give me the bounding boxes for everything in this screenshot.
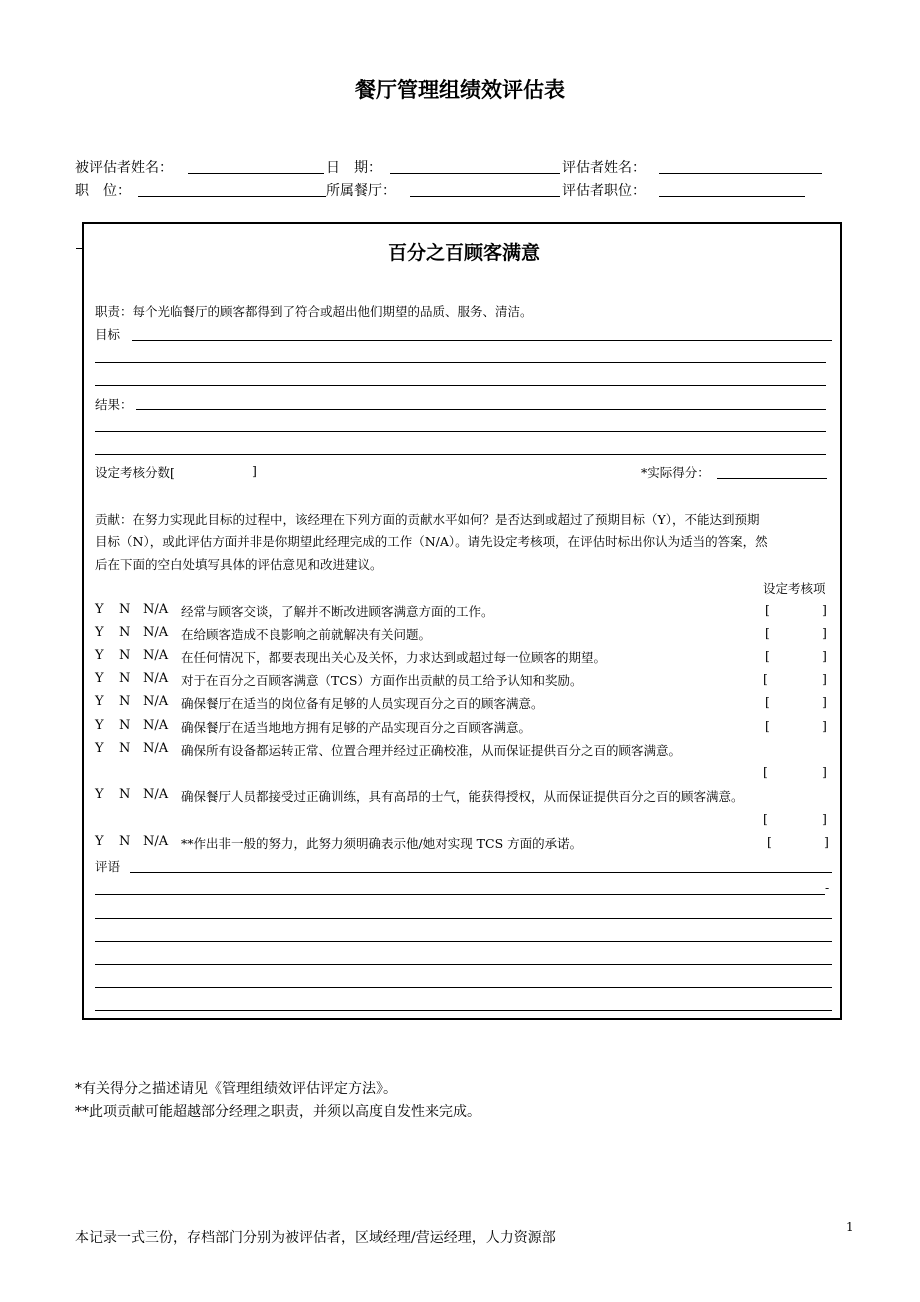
comment-line[interactable] bbox=[95, 918, 832, 919]
contribution-line-2: 目标（N），或此评估方面并非是你期望此经理完成的工作（N/A）。请先设定考核项，在评估时标出你认为适当的答案，然 bbox=[95, 534, 768, 549]
goal-line[interactable] bbox=[132, 340, 832, 341]
comment-line[interactable] bbox=[95, 1010, 832, 1011]
restaurant-field[interactable] bbox=[410, 183, 560, 197]
evaluator-name-label: 评估者姓名： bbox=[562, 160, 646, 176]
bracket-close: ] bbox=[822, 671, 827, 686]
option-n[interactable]: N bbox=[119, 718, 131, 733]
option-na[interactable]: N/A bbox=[143, 648, 169, 663]
bracket-open: [ bbox=[763, 811, 768, 826]
item-text: 确保餐厅人员都接受过正确训练，具有高昂的士气，能获得授权，从而保证提供百分之百的顾客满意。 bbox=[181, 789, 744, 804]
option-na[interactable]: N/A bbox=[143, 625, 169, 640]
comment-line[interactable] bbox=[130, 872, 832, 873]
contribution-line-1: 贡献：在努力实现此目标的过程中，该经理在下列方面的贡献水平如何？是否达到或超过了预期目标（Y），不能达到预期 bbox=[95, 512, 760, 527]
item-text: 在任何情况下，都要表现出关心及关怀，力求达到或超过每一位顾客的期望。 bbox=[181, 650, 607, 665]
option-y[interactable]: Y bbox=[95, 718, 104, 733]
footnote-1: *有关得分之描述请见《管理组绩效评估评定方法》。 bbox=[75, 1081, 397, 1097]
option-y[interactable]: Y bbox=[95, 671, 104, 686]
item-text: 对于在百分之百顾客满意（TCS）方面作出贡献的员工给予认知和奖励。 bbox=[181, 673, 583, 688]
option-y[interactable]: Y bbox=[95, 694, 104, 709]
item-text: 经常与顾客交谈，了解并不断改进顾客满意方面的工作。 bbox=[181, 604, 494, 619]
option-n[interactable]: N bbox=[119, 787, 131, 802]
bracket-open: [ bbox=[763, 671, 768, 686]
evaluatee-name-field[interactable] bbox=[188, 160, 324, 174]
bracket-open: [ bbox=[765, 718, 770, 733]
comment-label: 评语 bbox=[95, 859, 121, 874]
bracket-open: [ bbox=[763, 764, 768, 779]
bracket-close: ] bbox=[822, 764, 827, 779]
bracket-close: ] bbox=[822, 625, 827, 640]
evaluatee-name-label: 被评估者姓名： bbox=[75, 160, 173, 176]
comment-line[interactable] bbox=[95, 894, 825, 895]
goal-line[interactable] bbox=[95, 362, 826, 363]
result-line[interactable] bbox=[136, 409, 826, 410]
goal-label: 目标 bbox=[95, 327, 121, 342]
option-y[interactable]: Y bbox=[95, 602, 104, 617]
position-field[interactable] bbox=[138, 183, 326, 197]
evaluator-position-field[interactable] bbox=[659, 183, 805, 197]
page-title: 餐厅管理组绩效评估表 bbox=[355, 77, 565, 102]
bracket-open: [ bbox=[767, 834, 772, 849]
option-n[interactable]: N bbox=[119, 834, 131, 849]
bracket-open: [ bbox=[765, 602, 770, 617]
actual-score-field[interactable] bbox=[717, 478, 827, 479]
option-y[interactable]: Y bbox=[95, 625, 104, 640]
bracket-open: [ bbox=[765, 625, 770, 640]
option-n[interactable]: N bbox=[119, 602, 131, 617]
item-text: **作出非一般的努力，此努力须明确表示他/她对实现 TCS 方面的承诺。 bbox=[181, 836, 583, 851]
score-set-label: 设定考核分数[ bbox=[95, 465, 175, 480]
option-y[interactable]: Y bbox=[95, 741, 104, 756]
result-label: 结果： bbox=[95, 397, 133, 412]
evaluator-position-label: 评估者职位： bbox=[562, 183, 646, 199]
footnote-2: **此项贡献可能超越部分经理之职责，并须以高度自发性来完成。 bbox=[75, 1104, 481, 1120]
contribution-line-3: 后在下面的空白处填写具体的评估意见和改进建议。 bbox=[95, 557, 383, 572]
actual-score-label: *实际得分： bbox=[641, 465, 710, 480]
bracket-close: ] bbox=[822, 694, 827, 709]
option-n[interactable]: N bbox=[119, 671, 131, 686]
option-n[interactable]: N bbox=[119, 741, 131, 756]
result-line[interactable] bbox=[95, 431, 826, 432]
score-set-bracket: ] bbox=[252, 463, 257, 478]
option-na[interactable]: N/A bbox=[143, 741, 169, 756]
option-y[interactable]: Y bbox=[95, 648, 104, 663]
section-title: 百分之百顾客满意 bbox=[387, 242, 540, 264]
bracket-close: ] bbox=[824, 834, 829, 849]
comment-line[interactable] bbox=[95, 987, 832, 988]
bracket-close: ] bbox=[822, 811, 827, 826]
comment-line[interactable] bbox=[95, 964, 832, 965]
option-na[interactable]: N/A bbox=[143, 694, 169, 709]
option-na[interactable]: N/A bbox=[143, 718, 169, 733]
option-y[interactable]: Y bbox=[95, 834, 104, 849]
comment-dash: - bbox=[825, 880, 830, 895]
goal-line[interactable] bbox=[95, 385, 826, 386]
option-y[interactable]: Y bbox=[95, 787, 104, 802]
option-n[interactable]: N bbox=[119, 648, 131, 663]
bracket-close: ] bbox=[822, 718, 827, 733]
date-label: 日 期： bbox=[326, 160, 382, 176]
date-field[interactable] bbox=[390, 160, 560, 174]
item-text: 确保所有设备都运转正常、位置合理并经过正确校准，从而保证提供百分之百的顾客满意。 bbox=[181, 743, 682, 758]
result-line[interactable] bbox=[95, 454, 826, 455]
bracket-close: ] bbox=[822, 602, 827, 617]
option-n[interactable]: N bbox=[119, 625, 131, 640]
rating-column-header: 设定考核项 bbox=[763, 581, 826, 596]
section-box bbox=[82, 222, 842, 1020]
comment-line[interactable] bbox=[95, 941, 832, 942]
position-label: 职 位： bbox=[75, 183, 131, 199]
page-number: 1 bbox=[846, 1220, 854, 1234]
responsibility-text: 职责：每个光临餐厅的顾客都得到了符合或超出他们期望的品质、服务、清洁。 bbox=[95, 304, 533, 319]
bracket-open: [ bbox=[765, 694, 770, 709]
item-text: 确保餐厅在适当的岗位备有足够的人员实现百分之百的顾客满意。 bbox=[181, 696, 544, 711]
option-n[interactable]: N bbox=[119, 694, 131, 709]
item-text: 在给顾客造成不良影响之前就解决有关问题。 bbox=[181, 627, 432, 642]
option-na[interactable]: N/A bbox=[143, 787, 169, 802]
evaluator-name-field[interactable] bbox=[659, 160, 822, 174]
bracket-close: ] bbox=[822, 648, 827, 663]
option-na[interactable]: N/A bbox=[143, 834, 169, 849]
footer-note: 本记录一式三份，存档部门分别为被评估者，区域经理/营运经理，人力资源部 bbox=[75, 1230, 556, 1246]
item-text: 确保餐厅在适当地地方拥有足够的产品实现百分之百顾客满意。 bbox=[181, 720, 532, 735]
bracket-open: [ bbox=[765, 648, 770, 663]
option-na[interactable]: N/A bbox=[143, 602, 169, 617]
option-na[interactable]: N/A bbox=[143, 671, 169, 686]
restaurant-label: 所属餐厅： bbox=[326, 183, 396, 199]
